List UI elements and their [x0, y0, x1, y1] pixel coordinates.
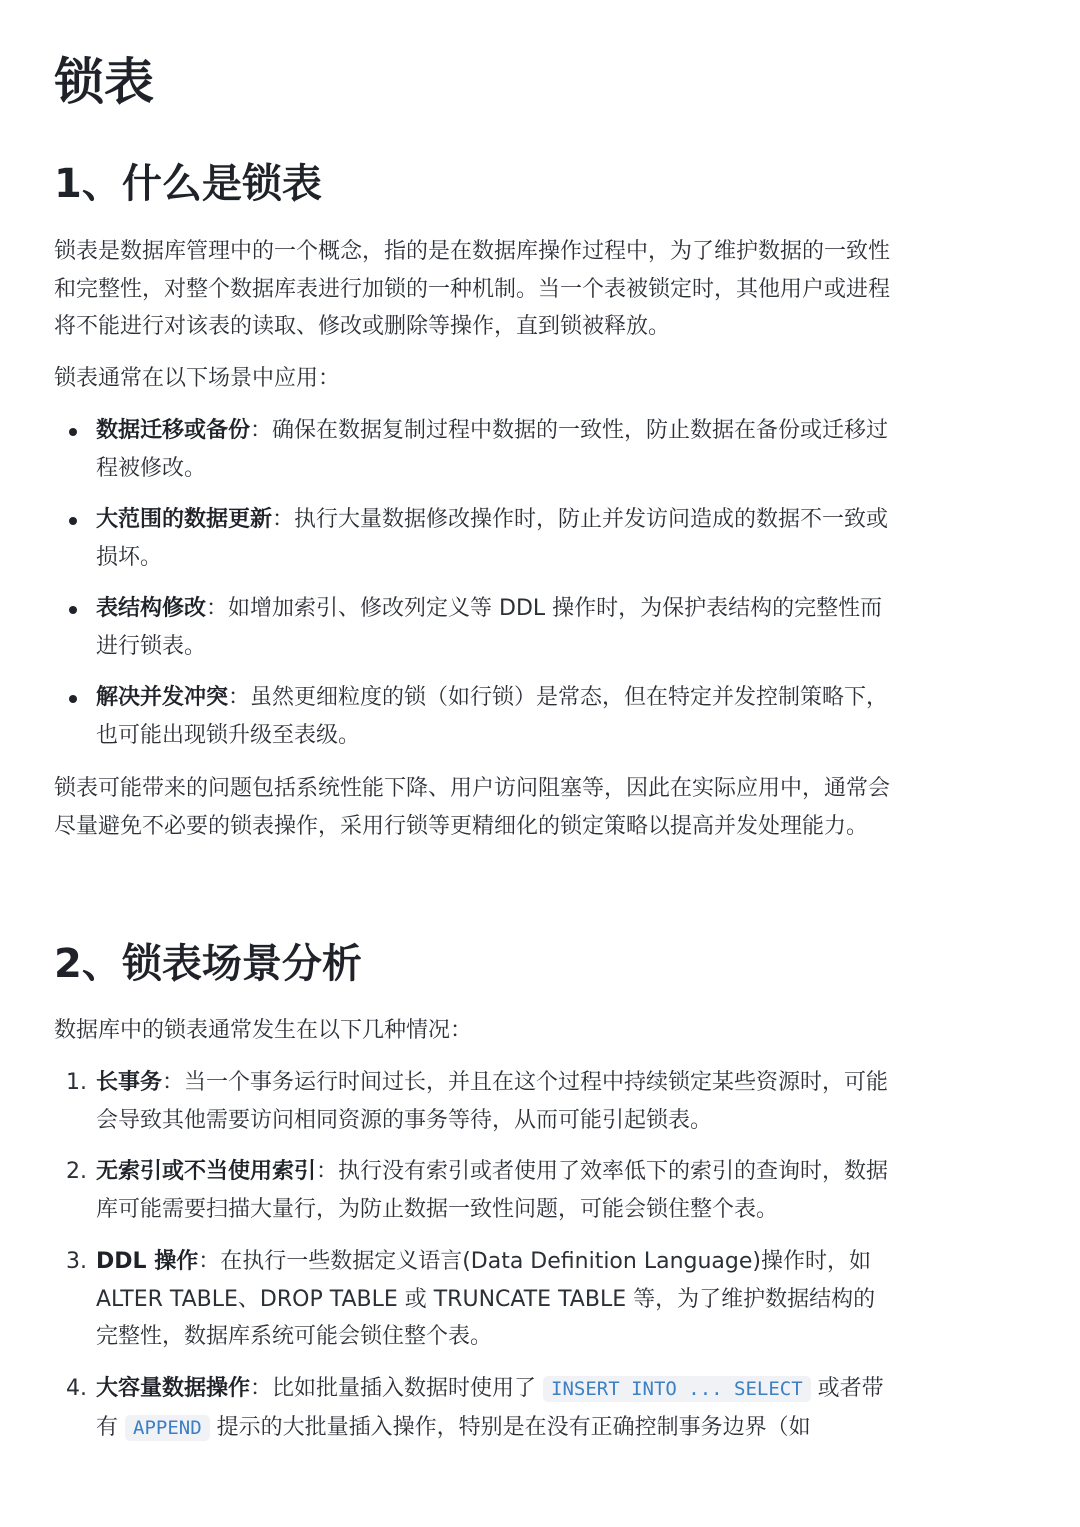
item-term: DDL 操作	[96, 1249, 199, 1274]
item-text: 提示的大批量插入操作，特别是在没有正确控制事务边界（如	[209, 1414, 811, 1440]
inline-code-insert-select: INSERT INTO ... SELECT	[543, 1376, 811, 1402]
bullet-term: 数据迁移或备份	[96, 418, 251, 443]
section-2-heading: 2、锁表场景分析	[54, 941, 362, 987]
item-text: ：在执行一些数据定义语言(Data Definition Language)操作时，如 ALTER TABLE、DROP TABLE 或 TRUNCATE TABLE 等，为了维护数据结构的完整性，数据库系统可能会锁住整个表。	[96, 1249, 876, 1349]
bullet-term: 表结构修改	[96, 596, 207, 621]
bullet-text: ：执行大量数据修改操作时，防止并发访问造成的数据不一致或损坏。	[96, 507, 889, 570]
bullet-item	[54, 501, 904, 576]
item-number: 3.	[66, 1249, 87, 1274]
section-1-scenarios-lead: 锁表通常在以下场景中应用：	[54, 366, 341, 391]
item-number: 2.	[66, 1159, 87, 1184]
numbered-item	[54, 1243, 904, 1356]
section-1-heading: 1、什么是锁表	[54, 161, 322, 207]
item-text: ：执行没有索引或者使用了效率低下的索引的查询时，数据库可能需要扫描大量行，为防止数据一致性问题，可能会锁住整个表。	[96, 1159, 889, 1222]
bullet-text: ：如增加索引、修改列定义等 DDL 操作时，为保护表结构的完整性而进行锁表。	[96, 596, 883, 659]
item-text: ：比如批量插入数据时使用了	[250, 1376, 544, 1401]
section-2-intro-paragraph: 数据库中的锁表通常发生在以下几种情况：	[54, 1018, 473, 1043]
section-1-closing-paragraph: 锁表可能带来的问题包括系统性能下降、用户访问阻塞等，因此在实际应用中，通常会尽量避免不必要的锁表操作，采用行锁等更精细化的锁定策略以提高并发处理能力。	[54, 776, 891, 839]
item-term: 无索引或不当使用索引	[96, 1159, 317, 1184]
bullet-item	[54, 412, 904, 487]
numbered-item	[54, 1370, 904, 1447]
bullet-marker	[69, 428, 77, 436]
bullet-term: 解决并发冲突	[96, 685, 229, 710]
bullet-marker	[69, 606, 77, 614]
bullet-term: 大范围的数据更新	[96, 507, 273, 532]
bullet-text: ：确保在数据复制过程中数据的一致性，防止数据在备份或迁移过程被修改。	[96, 418, 889, 481]
section-1-intro-paragraph: 锁表是数据库管理中的一个概念，指的是在数据库操作过程中，为了维护数据的一致性和完整性，对整个数据库表进行加锁的一种机制。当一个表被锁定时，其他用户或进程将不能进行对该表的读取、修改或删除等操作，直到锁被释放。	[54, 239, 891, 339]
item-text: 或者带有	[96, 1376, 884, 1440]
bullet-text: ：虽然更细粒度的锁（如行锁）是常态，但在特定并发控制策略下，也可能出现锁升级至表级。	[96, 685, 889, 748]
numbered-item	[54, 1064, 904, 1139]
item-term: 大容量数据操作	[96, 1376, 251, 1401]
page-title: 锁表	[54, 53, 154, 111]
item-term: 长事务	[96, 1070, 163, 1095]
item-number: 1.	[66, 1070, 87, 1095]
item-number: 4.	[66, 1376, 87, 1401]
bullet-marker	[69, 517, 77, 525]
item-text: ：当一个事务运行时间过长，并且在这个过程中持续锁定某些资源时，可能会导致其他需要访问相同资源的事务等待，从而可能引起锁表。	[96, 1070, 889, 1133]
numbered-item	[54, 1153, 904, 1228]
bullet-item	[54, 679, 904, 754]
inline-code-append: APPEND	[125, 1415, 210, 1441]
bullet-marker	[69, 695, 77, 703]
bullet-item	[54, 590, 904, 665]
